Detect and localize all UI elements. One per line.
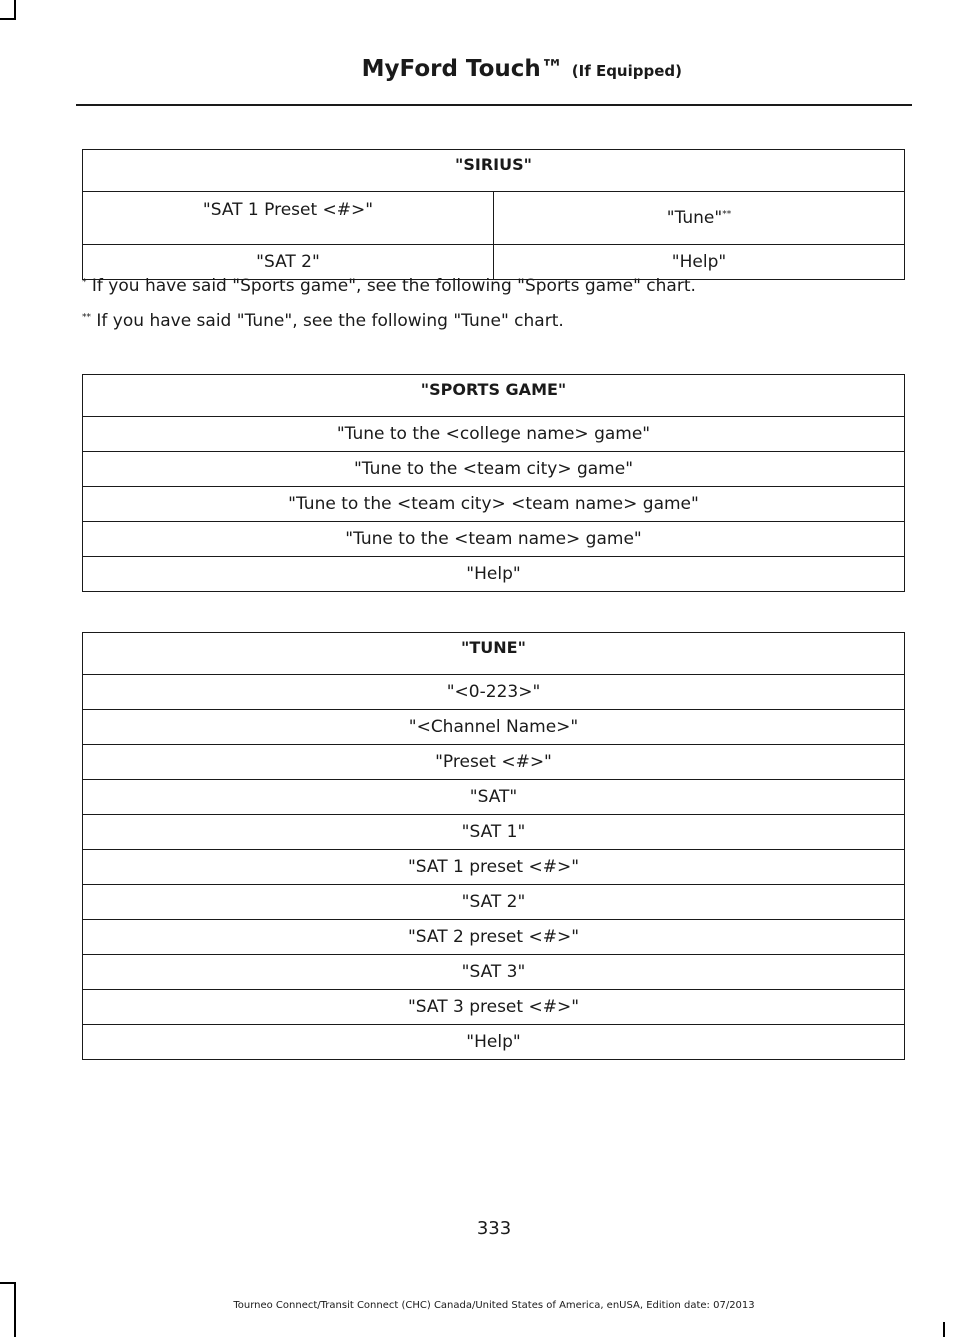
crop-mark-bottom-left-h: [0, 1282, 16, 1284]
footnote-2-mark: **: [82, 312, 91, 323]
sirius-cell-tune: [494, 192, 905, 245]
table-header-row: [83, 375, 905, 417]
tune-cell: "SAT 3": [83, 955, 905, 990]
footnote-1: [82, 276, 696, 296]
tune-table: [82, 632, 905, 1060]
table-row: [83, 920, 905, 955]
sirius-table: [82, 149, 905, 280]
tune-cell: "Help": [83, 1025, 905, 1060]
table-row: [83, 675, 905, 710]
tune-cell: "SAT 3 preset <#>": [83, 990, 905, 1025]
table-row: [83, 990, 905, 1025]
tune-cell: "SAT 1": [83, 815, 905, 850]
page-header: [362, 56, 682, 82]
tune-cell: "SAT 2": [83, 885, 905, 920]
page-number: 333: [476, 1218, 512, 1239]
header-rule: [76, 104, 912, 106]
tune-cell: "<0-223>": [83, 675, 905, 710]
header-subtitle: (If Equipped): [571, 62, 682, 80]
sports-cell: "Tune to the <team name> game": [83, 522, 905, 557]
table-row: [83, 487, 905, 522]
sports-cell: "Tune to the <team city> <team name> game": [83, 487, 905, 522]
table-row: [83, 245, 905, 280]
crop-mark-top-left-v: [14, 0, 16, 20]
sports-cell: "Tune to the <college name> game": [83, 417, 905, 452]
table-row: [83, 522, 905, 557]
footnote-2: [82, 311, 564, 331]
table-row: [83, 885, 905, 920]
table-row: [83, 452, 905, 487]
sirius-cell-help: "Help": [494, 245, 905, 280]
sirius-cell-sat2: "SAT 2": [83, 245, 494, 280]
table-row: [83, 192, 905, 245]
sports-game-table: [82, 374, 905, 592]
table-row: [83, 1025, 905, 1060]
footnote-1-mark: *: [82, 277, 87, 288]
tune-heading: "TUNE": [83, 633, 905, 675]
table-row: [83, 850, 905, 885]
table-row: [83, 745, 905, 780]
table-row: [83, 955, 905, 990]
sirius-cell-tune-label: "Tune": [666, 208, 723, 228]
table-row: [83, 710, 905, 745]
footnote-mark: **: [722, 209, 732, 220]
table-row: [83, 417, 905, 452]
table-header-row: [83, 150, 905, 192]
table-row: [83, 780, 905, 815]
crop-mark-bottom-right-v: [943, 1322, 945, 1337]
footnote-2-text: If you have said "Tune", see the following "Tune" chart.: [91, 311, 564, 331]
tune-cell: "SAT": [83, 780, 905, 815]
page-footer: Tourneo Connect/Transit Connect (CHC) Canada/United States of America, enUSA, Edition date: 07/2013: [233, 1300, 755, 1311]
table-row: [83, 557, 905, 592]
crop-mark-top-left-h: [0, 18, 16, 20]
table-row: [83, 815, 905, 850]
sirius-cell-sat1-preset: "SAT 1 Preset <#>": [83, 192, 494, 245]
tune-cell: "SAT 1 preset <#>": [83, 850, 905, 885]
sirius-heading: "SIRIUS": [83, 150, 905, 192]
header-title: MyFord Touch™: [361, 56, 564, 82]
footnote-1-text: If you have said "Sports game", see the following "Sports game" chart.: [86, 276, 696, 296]
tune-cell: "Preset <#>": [83, 745, 905, 780]
sports-cell: "Help": [83, 557, 905, 592]
sports-heading: "SPORTS GAME": [83, 375, 905, 417]
table-header-row: [83, 633, 905, 675]
tune-cell: "<Channel Name>": [83, 710, 905, 745]
sports-cell: "Tune to the <team city> game": [83, 452, 905, 487]
tune-cell: "SAT 2 preset <#>": [83, 920, 905, 955]
